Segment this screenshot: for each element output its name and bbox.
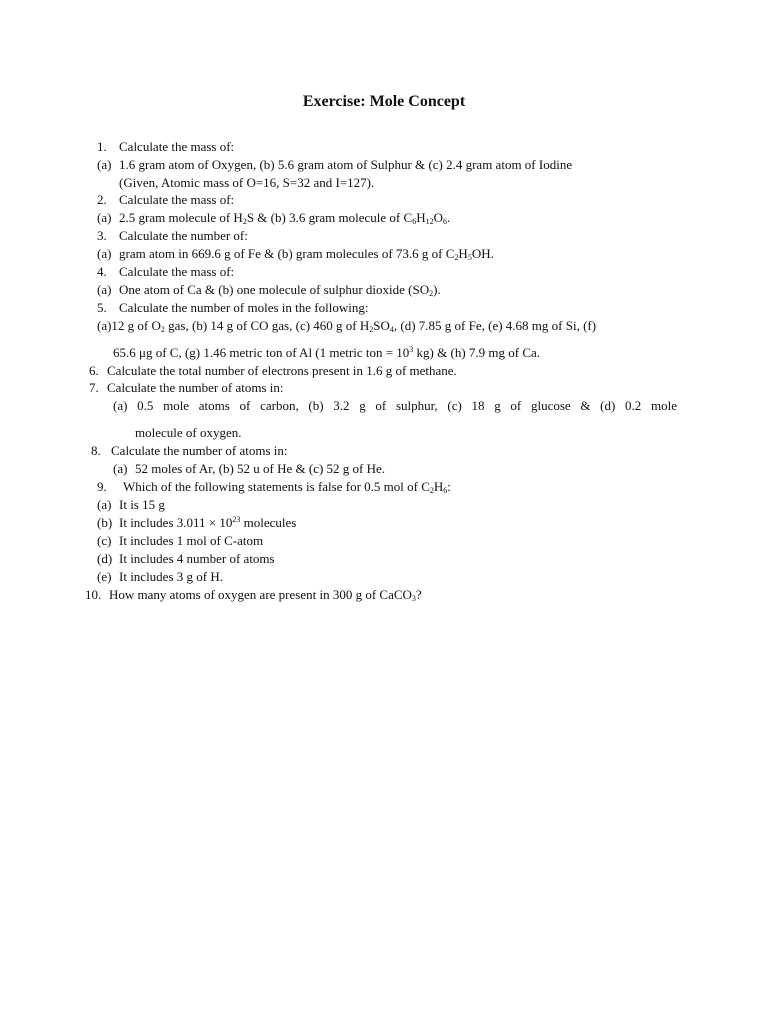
option-label: (c): [97, 533, 112, 548]
option-e: [97, 569, 223, 585]
question-text: Calculate the number of moles in the following:: [119, 300, 369, 315]
option-text: It is 15 g: [119, 497, 165, 512]
question-5-parts-continued: [113, 345, 540, 361]
part-label: (a): [97, 282, 112, 297]
part-label: (a): [113, 461, 128, 476]
part-text: 52 moles of Ar, (b) 52 u of He & (c) 52 g of He.: [135, 461, 386, 476]
text-run: molecule of oxygen.: [135, 425, 242, 440]
question-number: 1.: [97, 139, 107, 154]
subscript: 2: [160, 325, 165, 334]
question-text: Calculate the mass of:: [119, 192, 235, 207]
question-1-given: [119, 175, 374, 191]
option-c: [97, 533, 263, 549]
text-run: H: [458, 246, 468, 261]
question-text: Calculate the total number of electrons present in 1.6 g of methane.: [107, 363, 457, 378]
option-label: (e): [97, 569, 112, 584]
text-run: O: [433, 210, 443, 225]
option-label: (a): [97, 497, 112, 512]
question-text: Calculate the mass of:: [119, 139, 235, 154]
text-run: kg) & (h) 7.9 mg of Ca.: [413, 345, 541, 360]
question-9: [97, 479, 451, 495]
option-label: (b): [97, 515, 113, 530]
part-label: (a): [97, 210, 112, 225]
question-2: [97, 192, 234, 208]
question-8: [91, 443, 288, 459]
question-2-part-a: [97, 210, 450, 226]
question-5: [97, 300, 368, 316]
question-3: [97, 228, 248, 244]
question-4-part-a: [97, 282, 441, 298]
text-run: gas, (b) 14 g of CO gas, (c) 460 g of H: [164, 318, 370, 333]
text-run: , (d) 7.85 g of Fe, (e) 4.68 mg of Si, (f): [393, 318, 597, 333]
option-d: [97, 551, 275, 567]
question-number: 9.: [97, 479, 107, 494]
question-number: 2.: [97, 192, 107, 207]
text-run: .: [446, 210, 451, 225]
subscript: 6: [442, 217, 447, 226]
option-text: It includes 3 g of H.: [119, 569, 223, 584]
question-4: [97, 264, 234, 280]
text-run: (a) 0.5 mole atoms of carbon, (b) 3.2 g of sulphur, (c) 18 g of glucose & (d) 0.2 mole: [113, 398, 677, 413]
question-7: [89, 380, 284, 396]
question-number: 7.: [89, 380, 99, 395]
text-run: gram atom in 669.6 g of Fe & (b) gram molecules of 73.6 g of C: [119, 246, 455, 261]
text-run: SO: [373, 318, 390, 333]
question-7-parts-continued: [135, 425, 242, 441]
text-run: molecules: [240, 515, 297, 530]
option-text: It includes 4 number of atoms: [119, 551, 275, 566]
subscript: 5: [467, 253, 472, 262]
question-text: Calculate the mass of:: [119, 264, 235, 279]
part-text: 1.6 gram atom of Oxygen, (b) 5.6 gram atom of Sulphur & (c) 2.4 gram atom of Iodine: [119, 157, 573, 172]
subscript: 3: [411, 594, 416, 603]
question-8-part-a: [113, 461, 385, 477]
text-run: It includes 3.011 × 10: [119, 515, 233, 530]
page-title: Exercise: Mole Concept: [302, 93, 466, 110]
question-number: 8.: [91, 443, 101, 458]
text-run: S & (b) 3.6 gram molecule of C: [246, 210, 413, 225]
question-10: [85, 587, 422, 603]
question-text: Calculate the number of atoms in:: [107, 380, 284, 395]
text-run: 65.6 μg of C, (g) 1.46 metric ton of Al (1 metric ton = 10: [113, 345, 410, 360]
text-run: How many atoms of oxygen are present in 300 g of CaCO: [109, 587, 412, 602]
subscript: 2: [454, 253, 459, 262]
question-3-part-a: [97, 246, 494, 262]
question-number: 6.: [89, 363, 99, 378]
question-1: [97, 139, 234, 155]
subscript: 2: [429, 486, 434, 495]
option-text: It includes 1 mol of C-atom: [119, 533, 264, 548]
text-run: :: [447, 479, 451, 494]
subscript: 6: [443, 486, 448, 495]
subscript: 2: [369, 325, 374, 334]
subscript: 12: [425, 217, 434, 226]
question-number: 4.: [97, 264, 107, 279]
question-5-parts: [97, 318, 596, 334]
question-6: [89, 363, 457, 379]
part-label: (a): [97, 157, 112, 172]
subscript: 2: [429, 289, 434, 298]
question-number: 10.: [85, 587, 102, 602]
subscript: 6: [412, 217, 417, 226]
given-text: (Given, Atomic mass of O=16, S=32 and I=127).: [119, 175, 375, 190]
option-b: [97, 515, 296, 531]
text-run: H: [416, 210, 426, 225]
question-1-part-a: [97, 157, 572, 173]
part-label: (a): [97, 246, 112, 261]
option-a: [97, 497, 165, 513]
subscript: 4: [389, 325, 394, 334]
superscript: 3: [409, 345, 414, 354]
text-run: Which of the following statements is false for 0.5 mol of C: [123, 479, 430, 494]
question-7-parts: [113, 398, 677, 414]
subscript: 2: [242, 217, 247, 226]
question-text: Calculate the number of atoms in:: [111, 443, 288, 458]
question-number: 3.: [97, 228, 107, 243]
text-run: One atom of Ca & (b) one molecule of sulphur dioxide (SO: [119, 282, 430, 297]
option-label: (d): [97, 551, 113, 566]
text-run: (a)12 g of O: [97, 318, 161, 333]
text-run: 2.5 gram molecule of H: [119, 210, 243, 225]
text-run: ?: [415, 587, 422, 602]
text-run: OH.: [471, 246, 494, 261]
question-number: 5.: [97, 300, 107, 315]
question-text: Calculate the number of:: [119, 228, 248, 243]
text-run: H: [433, 479, 444, 494]
superscript: 23: [232, 515, 241, 524]
text-run: ).: [433, 282, 441, 297]
